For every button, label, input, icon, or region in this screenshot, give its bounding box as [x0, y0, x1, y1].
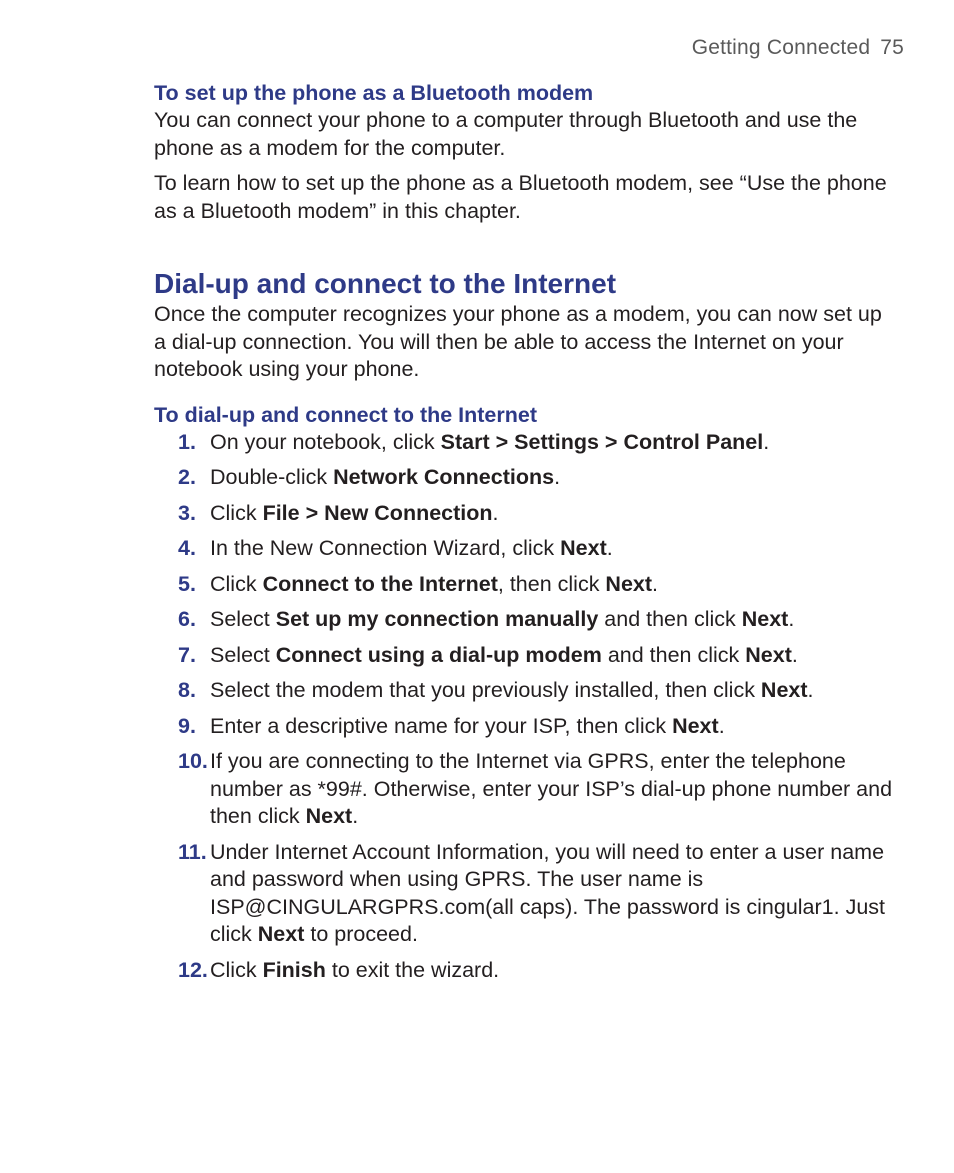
dialup-heading: Dial-up and connect to the Internet: [154, 268, 617, 299]
step-item: [154, 748, 894, 831]
step-text: Under Internet Account Information, you will need to enter a user name and password when using GPRS. The user name is ISP@CINGULARGPRS.com(all caps). The password is cingular1. Just click: [210, 839, 886, 946]
step-number: 5.: [178, 571, 196, 596]
step-number: 11.: [178, 839, 207, 864]
step-emphasis: File > New Connection: [262, 500, 493, 525]
step-text: .: [352, 804, 359, 828]
step-item: [154, 535, 894, 563]
step-number: 2.: [178, 465, 196, 489]
step-text: Enter a descriptive name for your ISP, then click: [210, 713, 673, 738]
step-emphasis: Next: [560, 536, 607, 560]
step-emphasis: Next: [672, 713, 719, 738]
step-emphasis: Next: [745, 642, 792, 667]
step-item: [154, 839, 894, 949]
step-text: In the New Connection Wizard, click: [210, 536, 561, 560]
step-text: .: [807, 678, 814, 702]
step-number: 7.: [178, 642, 196, 667]
step-text: to proceed.: [304, 922, 418, 946]
step-item: [154, 677, 894, 705]
step-number: 8.: [178, 678, 196, 702]
step-item: [154, 429, 894, 457]
step-number: 4.: [178, 536, 196, 560]
step-text: Double-click: [210, 465, 334, 489]
step-text: .: [718, 713, 725, 738]
step-item: [154, 464, 894, 492]
bt-modem-title: To set up the phone as a Bluetooth modem: [154, 81, 594, 105]
step-number: 1.: [178, 429, 196, 454]
step-text: Select: [210, 642, 276, 667]
step-emphasis: Finish: [262, 957, 326, 982]
step-text: Click: [210, 571, 263, 596]
bt-modem-para-2: To learn how to set up the phone as a Bluetooth modem, see “Use the phone as a Bluetooth modem” in this chapter.: [154, 171, 887, 223]
step-text: .: [788, 607, 795, 631]
step-text: If you are connecting to the Internet via GPRS, enter the telephone number as *99#. Otherwise, enter your ISP’s dial-up phone number and then click: [210, 749, 893, 828]
step-text: On your notebook, click: [210, 429, 441, 454]
step-text: Click: [210, 500, 263, 525]
step-emphasis: Next: [305, 804, 353, 828]
step-emphasis: Network Connections: [333, 465, 555, 489]
step-emphasis: Connect using a dial-up modem: [275, 642, 602, 667]
step-text: .: [492, 500, 499, 525]
step-item: [154, 606, 894, 634]
page-content: [154, 80, 894, 992]
step-item: [154, 500, 894, 528]
step-emphasis: Next: [605, 571, 653, 596]
dialup-intro: Once the computer recognizes your phone as a modem, you can now set up a dial-up connection. You will then be able to access the Internet on your notebook using your phone.: [154, 302, 882, 381]
step-text: .: [554, 465, 561, 489]
step-emphasis: Next: [741, 607, 789, 631]
section-title: Getting Connected: [691, 36, 871, 59]
step-emphasis: Next: [760, 678, 808, 702]
step-number: 9.: [178, 713, 196, 738]
step-emphasis: Next: [257, 922, 305, 946]
step-text: to exit the wizard.: [325, 957, 500, 982]
step-text: Select: [210, 607, 276, 631]
step-item: [154, 713, 894, 741]
step-emphasis: Connect to the Internet: [262, 571, 498, 596]
step-item: [154, 642, 894, 670]
step-number: 3.: [178, 500, 196, 525]
page-number: 75: [880, 36, 904, 59]
running-header: [692, 36, 904, 60]
step-text: .: [763, 429, 770, 454]
step-text: .: [606, 536, 613, 560]
step-text: and then click: [601, 642, 746, 667]
dialup-subheading: To dial-up and connect to the Internet: [154, 402, 538, 427]
step-text: Select the modem that you previously installed, then click: [210, 678, 761, 702]
step-text: , then click: [497, 571, 606, 596]
step-text: .: [791, 642, 798, 667]
step-number: 12.: [178, 957, 208, 982]
step-text: Click: [210, 957, 263, 982]
bt-modem-para-1: You can connect your phone to a computer through Bluetooth and use the phone as a modem for the computer.: [154, 108, 858, 160]
step-item: [154, 571, 894, 599]
dialup-steps-list: [154, 429, 894, 985]
step-item: [154, 957, 894, 985]
step-emphasis: Set up my connection manually: [275, 607, 599, 631]
step-text: .: [652, 571, 659, 596]
step-number: 10.: [178, 749, 208, 773]
step-number: 6.: [178, 607, 196, 631]
step-emphasis: Start > Settings > Control Panel: [440, 429, 764, 454]
step-text: and then click: [598, 607, 742, 631]
